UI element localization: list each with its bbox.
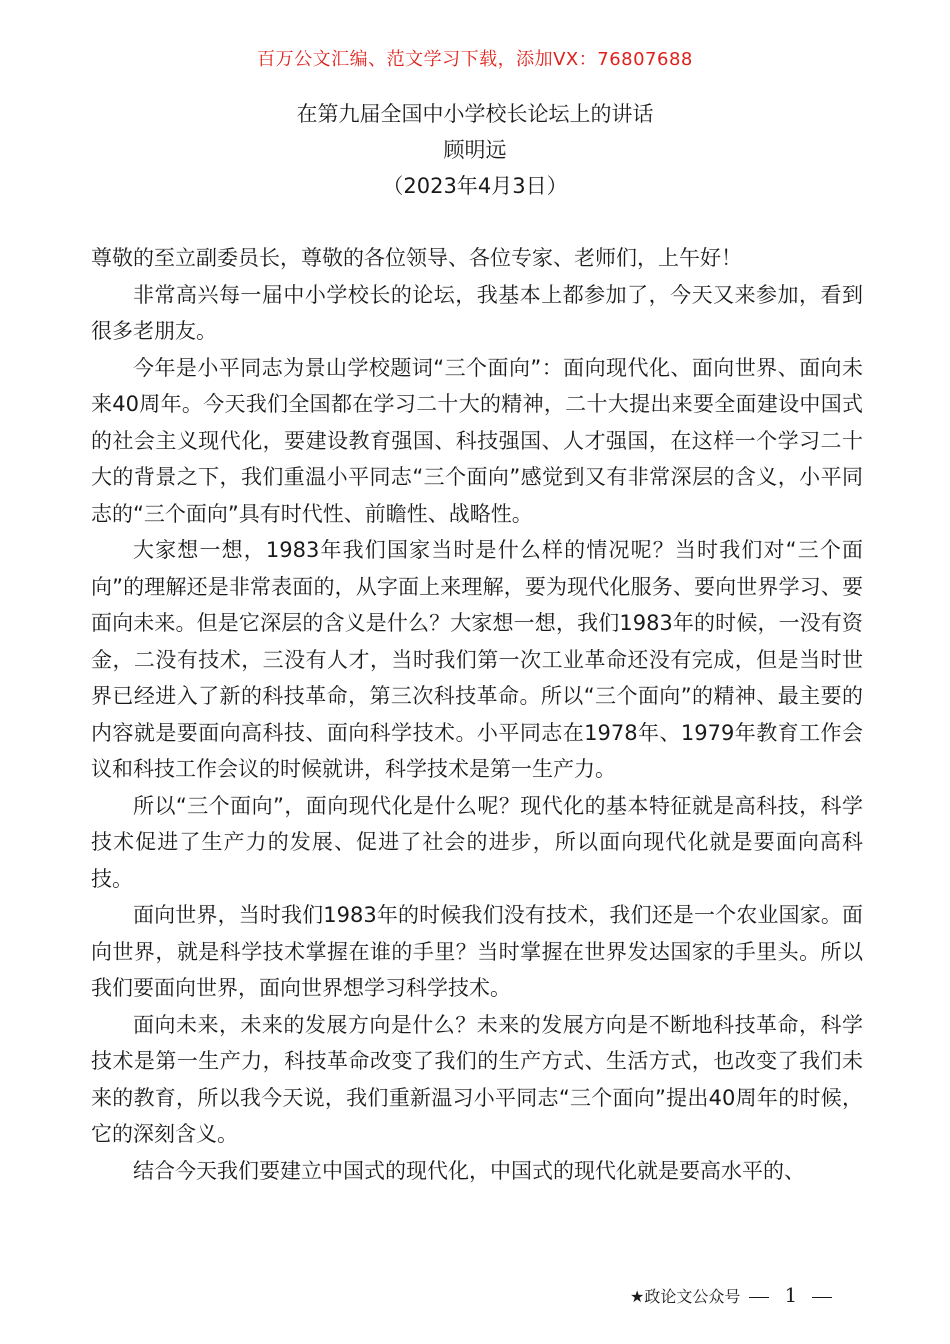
title-block	[0, 96, 950, 204]
page-footer	[630, 1280, 890, 1310]
body-paragraph: 所以“三个面向”，面向现代化是什么呢？现代化的基本特征就是高科技，科学技术促进了生产力的发展、促进了社会的进步，所以面向现代化就是要面向高科技。	[91, 793, 863, 891]
page-number: 1	[784, 1283, 798, 1307]
header-banner: 百万公文汇编、范文学习下载，添加VX：76807688	[257, 49, 693, 70]
body-paragraph: 结合今天我们要建立中国式的现代化，中国式的现代化就是要高水平的、	[133, 1158, 805, 1183]
body-paragraph: 大家想一想，1983年我们国家当时是什么样的情况呢？当时我们对“三个面向”的理解还是非常表面的，从字面上来理解，要为现代化服务、要向世界学习、要面向未来。但是它深层的含义是什么？大家想一想，我们1983年的时候，一没有资金，二没有技术，三没有人才，当时我们第一次工业革命还没有完成，但是当时世界已经进入了新的科技革命，第三次科技革命。所以“三个面向”的精神、最主要的内容就是要面向高科技、面向科学技术。小平同志在1978年、1979年教育工作会议和科技工作会议的时候就讲，科学技术是第一生产力。	[91, 538, 863, 781]
footer-dash-right	[812, 1297, 832, 1298]
speech-date: （2023年4月3日）	[382, 174, 568, 198]
body-paragraph: 今年是小平同志为景山学校题词“三个面向”：面向现代化、面向世界、面向未来40周年。今天我们全国都在学习二十大的精神，二十大提出来要全面建设中国式的社会主义现代化，要建设教育强国、科技强国、人才强国，在这样一个学习二十大的背景之下，我们重温小平同志“三个面向”感觉到又有非常深层的含义，小平同志的“三个面向”具有时代性、前瞻性、战略性。	[91, 355, 863, 526]
footer-dash-left	[749, 1297, 769, 1298]
body-paragraph: 面向未来，未来的发展方向是什么？未来的发展方向是不断地科技革命，科学技术是第一生产力，科技革命改变了我们的生产方式、生活方式，也改变了我们未来的教育，所以我今天说，我们重新温习小平同志“三个面向”提出40周年的时候，它的深刻含义。	[91, 1012, 863, 1146]
speech-author: 顾明远	[443, 138, 507, 162]
body-paragraph: 面向世界，当时我们1983年的时候我们没有技术，我们还是一个农业国家。面向世界，就是科学技术掌握在谁的手里？当时掌握在世界发达国家的手里头。所以我们要面向世界，面向世界想学习科学技术。	[91, 903, 863, 1000]
salutation-paragraph: 尊敬的至立副委员长，尊敬的各位领导、各位专家、老师们，上午好！	[91, 246, 742, 270]
footer-source: ★政论文公众号	[630, 1287, 741, 1306]
speech-body	[91, 240, 863, 1189]
body-paragraph: 非常高兴每一届中小学校长的论坛，我基本上都参加了，今天又来参加，看到很多老朋友。	[91, 282, 863, 343]
speech-title: 在第九届全国中小学校长论坛上的讲话	[296, 102, 654, 126]
